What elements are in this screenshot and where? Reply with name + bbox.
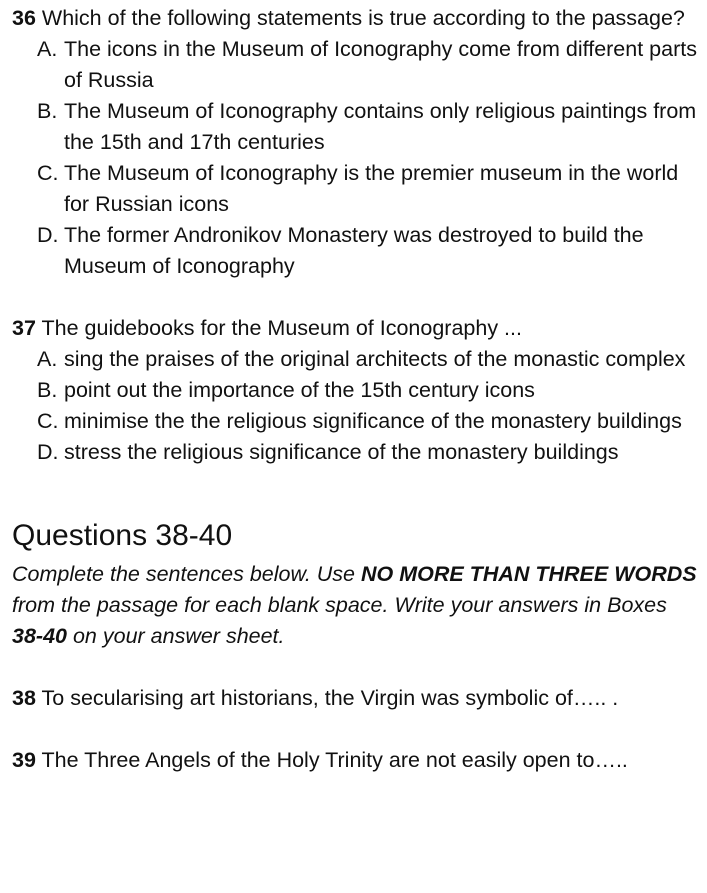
question-text: The guidebooks for the Museum of Iconography ... xyxy=(41,316,522,340)
instructions-emphasis: 38-40 xyxy=(12,624,67,648)
sentence-text: The Three Angels of the Holy Trinity are not easily open to….. xyxy=(41,748,628,772)
question-text: Which of the following statements is true according to the passage? xyxy=(41,6,685,30)
option-a[interactable] xyxy=(12,34,702,96)
option-text: minimise the the religious significance of the monastery buildings xyxy=(64,409,682,433)
sentence-text: To secularising art historians, the Virgin was symbolic of….. . xyxy=(41,686,619,710)
spacer xyxy=(12,282,702,313)
option-letter: C. xyxy=(37,161,59,185)
question-number: 36 xyxy=(12,6,36,30)
worksheet-page xyxy=(12,3,702,776)
option-letter: B. xyxy=(37,378,58,402)
option-letter: B. xyxy=(37,99,58,123)
spacer xyxy=(12,714,702,745)
option-text: stress the religious significance of the monastery buildings xyxy=(64,440,619,464)
question-number: 39 xyxy=(12,748,36,772)
question-number: 38 xyxy=(12,686,36,710)
instructions-text: Complete the sentences below. Use xyxy=(12,562,361,586)
option-letter: C. xyxy=(37,409,59,433)
option-d[interactable] xyxy=(12,220,702,282)
question-number: 37 xyxy=(12,316,36,340)
option-b[interactable] xyxy=(12,375,702,406)
option-text: The icons in the Museum of Iconography come from different parts of Russia xyxy=(64,37,697,92)
option-letter: A. xyxy=(37,347,58,371)
question-38 xyxy=(12,683,702,714)
instructions xyxy=(12,559,702,652)
option-c[interactable] xyxy=(12,406,702,437)
question-36-options xyxy=(12,34,702,282)
option-letter: A. xyxy=(37,37,58,61)
option-b[interactable] xyxy=(12,96,702,158)
option-text: sing the praises of the original architects of the monastic complex xyxy=(64,347,686,371)
option-text: The Museum of Iconography is the premier museum in the world for Russian icons xyxy=(64,161,679,216)
option-text: point out the importance of the 15th century icons xyxy=(64,378,535,402)
spacer xyxy=(12,652,702,683)
question-36 xyxy=(12,3,702,282)
option-c[interactable] xyxy=(12,158,702,220)
question-37 xyxy=(12,313,702,468)
question-37-options xyxy=(12,344,702,468)
option-letter: D. xyxy=(37,223,59,247)
option-a[interactable] xyxy=(12,344,702,375)
option-d[interactable] xyxy=(12,437,702,468)
instructions-emphasis: NO MORE THAN THREE WORDS xyxy=(360,562,697,586)
spacer xyxy=(12,468,702,516)
question-37-stem xyxy=(12,313,702,344)
instructions-text: from the passage for each blank space. Write your answers in Boxes xyxy=(12,593,667,617)
instructions-text: on your answer sheet. xyxy=(67,624,285,648)
section-heading: Questions 38-40 xyxy=(12,519,233,552)
option-text: The former Andronikov Monastery was destroyed to build the Museum of Iconography xyxy=(64,223,644,278)
question-39 xyxy=(12,745,702,776)
question-36-stem xyxy=(12,3,702,34)
option-text: The Museum of Iconography contains only religious paintings from the 15th and 17th centuries xyxy=(64,99,697,154)
option-letter: D. xyxy=(37,440,59,464)
